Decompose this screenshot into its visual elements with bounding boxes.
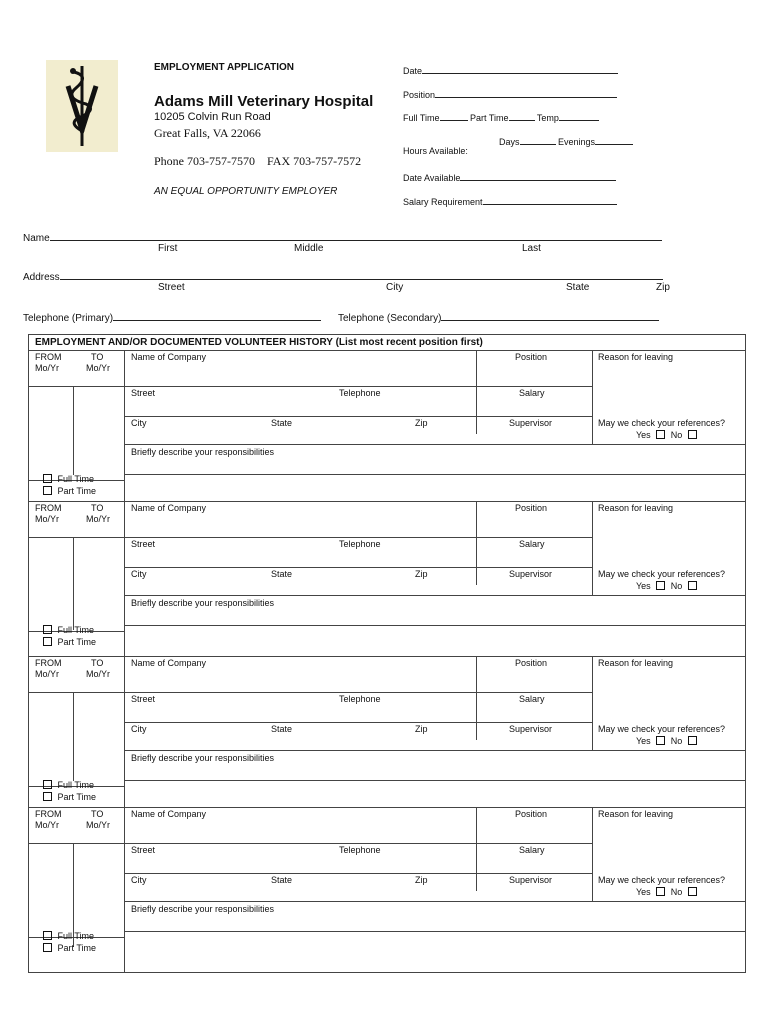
to-label: TO xyxy=(91,503,104,513)
describe-responsibilities-field[interactable]: Briefly describe your responsibilities xyxy=(131,447,275,457)
from-to-underline xyxy=(29,537,124,538)
company-name-field[interactable]: Name of Company xyxy=(131,352,207,362)
from-moyr-label: Mo/Yr xyxy=(35,363,60,373)
street-row-line xyxy=(124,416,592,417)
company-city-field[interactable]: City xyxy=(131,724,147,734)
company-state-field[interactable]: State xyxy=(271,569,293,579)
days-evenings-fields[interactable]: Days Evenings xyxy=(499,134,633,147)
references-yes-no: Yes No xyxy=(636,430,700,440)
describe-responsibilities-field[interactable]: Briefly describe your responsibilities xyxy=(131,904,275,914)
left-column-divider xyxy=(124,656,125,807)
caduceus-v-icon xyxy=(46,60,118,152)
state-label: State xyxy=(566,282,590,293)
company-city-field[interactable]: City xyxy=(131,418,147,428)
supervisor-field[interactable]: Supervisor xyxy=(509,569,553,579)
from-to-underline xyxy=(29,692,124,693)
employment-history-table xyxy=(28,334,746,973)
full-time-checkbox[interactable] xyxy=(43,474,52,483)
company-name-field[interactable]: Name of Company xyxy=(131,809,207,819)
from-moyr-label: Mo/Yr xyxy=(35,669,60,679)
from-label: FROM xyxy=(35,352,62,362)
from-to-underline xyxy=(29,843,124,844)
middle-label: Middle xyxy=(294,243,324,254)
from-label: FROM xyxy=(35,809,62,819)
zip-label: Zip xyxy=(656,282,670,293)
full-time-option[interactable]: Full Time xyxy=(43,931,94,941)
check-references-label: May we check your references? xyxy=(598,418,726,428)
company-row-line xyxy=(124,537,592,538)
to-moyr-label: Mo/Yr xyxy=(86,514,111,524)
supervisor-field[interactable]: Supervisor xyxy=(509,418,553,428)
describe-responsibilities-field[interactable]: Briefly describe your responsibilities xyxy=(131,598,275,608)
company-street-field[interactable]: Street xyxy=(131,845,156,855)
employment-type-fields[interactable]: Full Time Part Time Temp xyxy=(403,110,599,123)
company-street-field[interactable]: Street xyxy=(131,694,156,704)
hospital-city: Great Falls, VA 22066 xyxy=(154,126,261,140)
company-telephone-field[interactable]: Telephone xyxy=(339,388,381,398)
left-column-divider xyxy=(124,807,125,973)
to-label: TO xyxy=(91,658,104,668)
hospital-logo xyxy=(46,60,118,152)
name-field[interactable]: Name xyxy=(23,230,662,244)
full-time-option[interactable]: Full Time xyxy=(43,780,94,790)
reason-for-leaving-field[interactable]: Reason for leaving xyxy=(598,809,674,819)
company-city-field[interactable]: City xyxy=(131,569,147,579)
describe-responsibilities-field[interactable]: Briefly describe your responsibilities xyxy=(131,753,275,763)
no-checkbox[interactable] xyxy=(688,581,697,590)
street-row-line xyxy=(124,567,592,568)
reason-divider xyxy=(592,656,593,750)
address-field[interactable]: Address xyxy=(23,269,663,283)
history-title: EMPLOYMENT AND/OR DOCUMENTED VOLUNTEER HISTORY (List most recent position first) xyxy=(35,337,483,348)
salary-field[interactable]: Salary xyxy=(519,694,545,704)
describe-row-line xyxy=(124,780,745,781)
left-column-divider xyxy=(124,350,125,501)
position-divider xyxy=(476,350,477,434)
hospital-address: 10205 Colvin Run Road xyxy=(154,111,271,123)
reason-divider xyxy=(592,501,593,595)
from-to-divider xyxy=(73,537,74,630)
references-yes-no: Yes No xyxy=(636,736,700,746)
part-time-checkbox[interactable] xyxy=(43,637,52,646)
describe-row-line xyxy=(124,474,745,475)
company-row-line xyxy=(124,386,592,387)
reason-divider xyxy=(592,807,593,901)
yes-checkbox[interactable] xyxy=(656,887,665,896)
company-telephone-field[interactable]: Telephone xyxy=(339,539,381,549)
date-field[interactable]: Date xyxy=(403,63,618,76)
from-moyr-label: Mo/Yr xyxy=(35,514,60,524)
company-name-field[interactable]: Name of Company xyxy=(131,658,207,668)
references-yes-no: Yes No xyxy=(636,887,700,897)
part-time-option[interactable]: Part Time xyxy=(43,637,96,647)
yes-checkbox[interactable] xyxy=(656,430,665,439)
block-divider xyxy=(29,350,745,351)
full-time-checkbox[interactable] xyxy=(43,931,52,940)
form-title: EMPLOYMENT APPLICATION xyxy=(154,62,294,73)
salary-requirement-field[interactable]: Salary Requirement xyxy=(403,194,617,207)
check-references-label: May we check your references? xyxy=(598,569,726,579)
to-moyr-label: Mo/Yr xyxy=(86,363,111,373)
telephone-primary-field[interactable]: Telephone (Primary) xyxy=(23,310,321,324)
position-field[interactable]: Position xyxy=(515,658,548,668)
street-row-line xyxy=(124,873,592,874)
references-yes-no: Yes No xyxy=(636,581,700,591)
company-state-field[interactable]: State xyxy=(271,724,293,734)
company-telephone-field[interactable]: Telephone xyxy=(339,845,381,855)
from-label: FROM xyxy=(35,658,62,668)
from-to-underline xyxy=(29,386,124,387)
company-name-field[interactable]: Name of Company xyxy=(131,503,207,513)
to-moyr-label: Mo/Yr xyxy=(86,669,111,679)
company-zip-field[interactable]: Zip xyxy=(415,724,428,734)
block-divider xyxy=(29,656,745,657)
position-field[interactable]: Position xyxy=(515,809,548,819)
full-time-checkbox[interactable] xyxy=(43,780,52,789)
full-time-checkbox[interactable] xyxy=(43,625,52,634)
hospital-name: Adams Mill Veterinary Hospital xyxy=(154,93,374,110)
reason-for-leaving-field[interactable]: Reason for leaving xyxy=(598,503,674,513)
city-row-line xyxy=(124,750,745,751)
supervisor-field[interactable]: Supervisor xyxy=(509,875,553,885)
full-time-option[interactable]: Full Time xyxy=(43,474,94,484)
position-divider xyxy=(476,656,477,740)
position-field[interactable]: Position xyxy=(515,503,548,513)
company-zip-field[interactable]: Zip xyxy=(415,569,428,579)
to-moyr-label: Mo/Yr xyxy=(86,820,111,830)
block-divider xyxy=(29,807,745,808)
city-row-line xyxy=(124,901,745,902)
yes-checkbox[interactable] xyxy=(656,736,665,745)
company-city-field[interactable]: City xyxy=(131,875,147,885)
hospital-phone-fax: Phone 703-757-7570 FAX 703-757-7572 xyxy=(154,154,362,168)
check-references-label: May we check your references? xyxy=(598,724,726,734)
street-label: Street xyxy=(158,282,185,293)
to-label: TO xyxy=(91,352,104,362)
salary-field[interactable]: Salary xyxy=(519,388,545,398)
first-label: First xyxy=(158,243,178,254)
no-checkbox[interactable] xyxy=(688,887,697,896)
reason-divider xyxy=(592,350,593,444)
city-row-line xyxy=(124,444,745,445)
eoe-statement: AN EQUAL OPPORTUNITY EMPLOYER xyxy=(154,186,338,197)
part-time-option[interactable]: Part Time xyxy=(43,792,96,802)
from-to-divider xyxy=(73,692,74,781)
from-label: FROM xyxy=(35,503,62,513)
company-zip-field[interactable]: Zip xyxy=(415,875,428,885)
no-checkbox[interactable] xyxy=(688,736,697,745)
check-references-label: May we check your references? xyxy=(598,875,726,885)
street-row-line xyxy=(124,722,592,723)
company-street-field[interactable]: Street xyxy=(131,539,156,549)
to-label: TO xyxy=(91,809,104,819)
last-label: Last xyxy=(522,243,541,254)
date-available-field[interactable]: Date Available xyxy=(403,170,616,183)
part-time-checkbox[interactable] xyxy=(43,943,52,952)
position-field[interactable]: Position xyxy=(515,352,548,362)
reason-for-leaving-field[interactable]: Reason for leaving xyxy=(598,352,674,362)
position-field[interactable]: Position xyxy=(403,87,617,100)
city-row-line xyxy=(124,595,745,596)
left-column-divider xyxy=(124,501,125,656)
reason-for-leaving-field[interactable]: Reason for leaving xyxy=(598,658,674,668)
part-time-checkbox[interactable] xyxy=(43,792,52,801)
part-time-option[interactable]: Part Time xyxy=(43,943,96,953)
part-time-checkbox[interactable] xyxy=(43,486,52,495)
company-state-field[interactable]: State xyxy=(271,418,293,428)
describe-row-line xyxy=(124,625,745,626)
position-divider xyxy=(476,501,477,585)
company-row-line xyxy=(124,843,592,844)
company-zip-field[interactable]: Zip xyxy=(415,418,428,428)
from-moyr-label: Mo/Yr xyxy=(35,820,60,830)
full-time-option[interactable]: Full Time xyxy=(43,625,94,635)
no-checkbox[interactable] xyxy=(688,430,697,439)
company-street-field[interactable]: Street xyxy=(131,388,156,398)
salary-field[interactable]: Salary xyxy=(519,845,545,855)
describe-row-line xyxy=(124,931,745,932)
position-divider xyxy=(476,807,477,891)
telephone-secondary-field[interactable]: Telephone (Secondary) xyxy=(338,310,659,324)
yes-checkbox[interactable] xyxy=(656,581,665,590)
hours-available-label: Hours Available: xyxy=(403,146,468,156)
company-telephone-field[interactable]: Telephone xyxy=(339,694,381,704)
from-to-divider xyxy=(73,386,74,475)
supervisor-field[interactable]: Supervisor xyxy=(509,724,553,734)
salary-field[interactable]: Salary xyxy=(519,539,545,549)
part-time-option[interactable]: Part Time xyxy=(43,486,96,496)
company-state-field[interactable]: State xyxy=(271,875,293,885)
company-row-line xyxy=(124,692,592,693)
block-divider xyxy=(29,501,745,502)
city-label: City xyxy=(386,282,404,293)
